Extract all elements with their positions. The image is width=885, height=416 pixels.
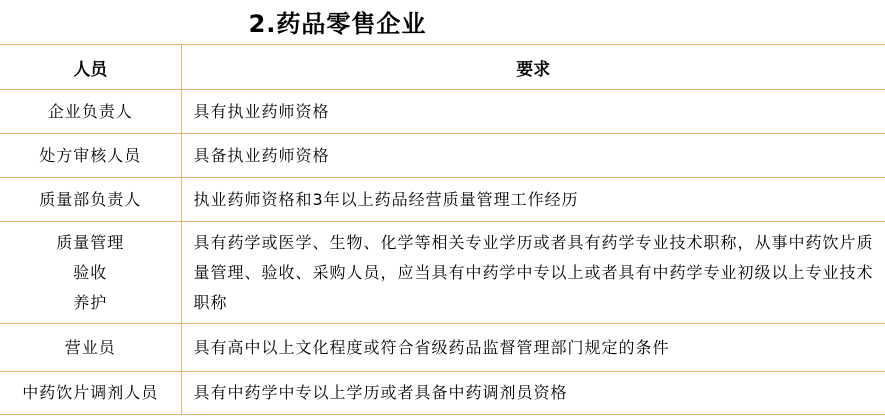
role-label: 营业员 [64, 337, 116, 357]
table-row [0, 134, 885, 178]
requirements-table [0, 44, 885, 415]
requirement-cell: 具有药学或医学、生物、化学等相关专业学历或者具有药学专业技术职称，从事中药饮片质量管理、验收、采购人员，应当具有中药学中专以上或者具有中药学专业初级以上专业技术职称 [181, 222, 885, 324]
page-title: 2.药品零售企业 [248, 10, 427, 38]
table-row [0, 324, 885, 372]
role-cell [0, 134, 181, 178]
role-cell [0, 372, 181, 415]
requirement-cell: 具备执业药师资格 [181, 134, 885, 178]
table-row [0, 178, 885, 222]
role-label: 处方审核人员 [39, 145, 142, 165]
role-label: 中药饮片调剂人员 [22, 383, 159, 402]
role-cell [0, 324, 181, 372]
role-label: 企业负责人 [47, 101, 133, 121]
role-cell [0, 90, 181, 134]
table-header-row [0, 45, 885, 90]
table-row [0, 372, 885, 415]
role-cell [0, 222, 181, 324]
role-cell [0, 178, 181, 222]
header-requirement: 要求 [181, 45, 885, 90]
requirement-cell: 具有高中以上文化程度或符合省级药品监督管理部门规定的条件 [181, 324, 885, 372]
requirement-cell: 具有执业药师资格 [181, 90, 885, 134]
table-row [0, 90, 885, 134]
role-label: 养护 [73, 292, 108, 312]
role-label: 质量管理 [56, 232, 125, 252]
requirement-cell: 具有中药学中专以上学历或者具备中药调剂员资格 [181, 372, 885, 415]
table-row [0, 222, 885, 324]
requirement-cell: 执业药师资格和3年以上药品经营质量管理工作经历 [181, 178, 885, 222]
header-personnel: 人员 [0, 45, 181, 90]
role-label: 质量部负责人 [39, 189, 142, 209]
role-label: 验收 [73, 262, 108, 282]
